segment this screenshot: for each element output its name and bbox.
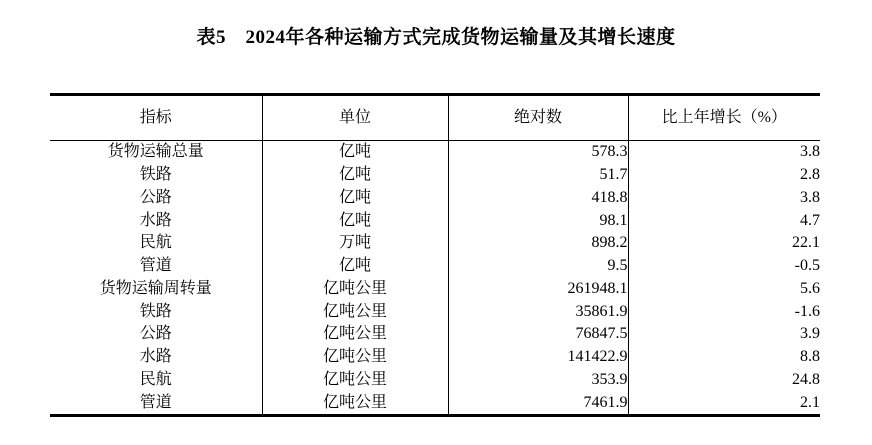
cell-indicator: 民航 <box>50 232 262 255</box>
cell-growth: 2.1 <box>800 393 820 411</box>
cell-unit: 亿吨 <box>262 141 448 164</box>
cell-absolute-number: 898.2 <box>448 232 628 255</box>
cell-unit: 亿吨 <box>262 209 448 232</box>
cell-absolute-number: 353.9 <box>448 369 628 392</box>
cell-growth: 24.8 <box>792 370 820 388</box>
cell-indicator: 货物运输总量 <box>50 141 262 164</box>
cell-growth: 3.9 <box>800 325 820 343</box>
cell-growth: 8.8 <box>800 348 820 366</box>
cell-unit: 亿吨公里 <box>262 278 448 301</box>
cell-indicator: 管道 <box>50 391 262 415</box>
cell-unit: 亿吨 <box>262 164 448 187</box>
cell-indicator: 水路 <box>50 209 262 232</box>
cell-unit: 亿吨公里 <box>262 391 448 415</box>
cell-growth: 2.8 <box>800 166 820 184</box>
header-unit: 单位 <box>262 95 448 141</box>
cell-indicator: 货物运输周转量 <box>50 278 262 301</box>
cell-unit: 亿吨公里 <box>262 369 448 392</box>
cell-absolute-number: 76847.5 <box>448 323 628 346</box>
table-header <box>50 95 820 141</box>
cell-indicator: 公路 <box>50 323 262 346</box>
cell-growth: 3.8 <box>800 143 820 161</box>
table-body <box>50 141 820 416</box>
table-row <box>50 232 820 255</box>
cell-indicator: 公路 <box>50 187 262 210</box>
cell-absolute-number: 98.1 <box>448 209 628 232</box>
cell-unit: 亿吨公里 <box>262 323 448 346</box>
cell-absolute-number: 35861.9 <box>448 300 628 323</box>
cell-absolute-number: 578.3 <box>448 141 628 164</box>
cell-growth: -0.5 <box>794 257 820 275</box>
table-row <box>50 346 820 369</box>
cell-absolute-number: 261948.1 <box>448 278 628 301</box>
table-row <box>50 323 820 346</box>
table-row <box>50 209 820 232</box>
cell-unit: 亿吨公里 <box>262 346 448 369</box>
cell-unit: 万吨 <box>262 232 448 255</box>
table-row <box>50 369 820 392</box>
table-row <box>50 300 820 323</box>
cell-absolute-number: 9.5 <box>448 255 628 278</box>
cell-unit: 亿吨 <box>262 187 448 210</box>
cell-indicator: 铁路 <box>50 300 262 323</box>
cell-indicator: 水路 <box>50 346 262 369</box>
cell-indicator: 铁路 <box>50 164 262 187</box>
cell-growth: 4.7 <box>800 211 820 229</box>
header-absolute-number: 绝对数 <box>448 95 628 141</box>
cell-indicator: 民航 <box>50 369 262 392</box>
freight-volume-table <box>50 93 820 417</box>
cell-absolute-number: 141422.9 <box>448 346 628 369</box>
table-row <box>50 187 820 210</box>
cell-growth: 5.6 <box>800 279 820 297</box>
cell-absolute-number: 7461.9 <box>448 391 628 415</box>
table-row <box>50 164 820 187</box>
cell-unit: 亿吨 <box>262 255 448 278</box>
cell-indicator: 管道 <box>50 255 262 278</box>
header-indicator: 指标 <box>50 95 262 141</box>
cell-growth: 22.1 <box>792 234 820 252</box>
cell-growth: 3.8 <box>800 188 820 206</box>
cell-absolute-number: 418.8 <box>448 187 628 210</box>
table-row <box>50 141 820 164</box>
table-row <box>50 255 820 278</box>
cell-growth: -1.6 <box>794 302 820 320</box>
cell-absolute-number: 51.7 <box>448 164 628 187</box>
table-title: 表5 2024年各种运输方式完成货物运输量及其增长速度 <box>196 27 676 48</box>
table-row <box>50 278 820 301</box>
header-row <box>50 95 820 141</box>
header-growth-over-previous-year: 比上年增长（%） <box>628 95 820 141</box>
table-row <box>50 391 820 415</box>
cell-unit: 亿吨公里 <box>262 300 448 323</box>
